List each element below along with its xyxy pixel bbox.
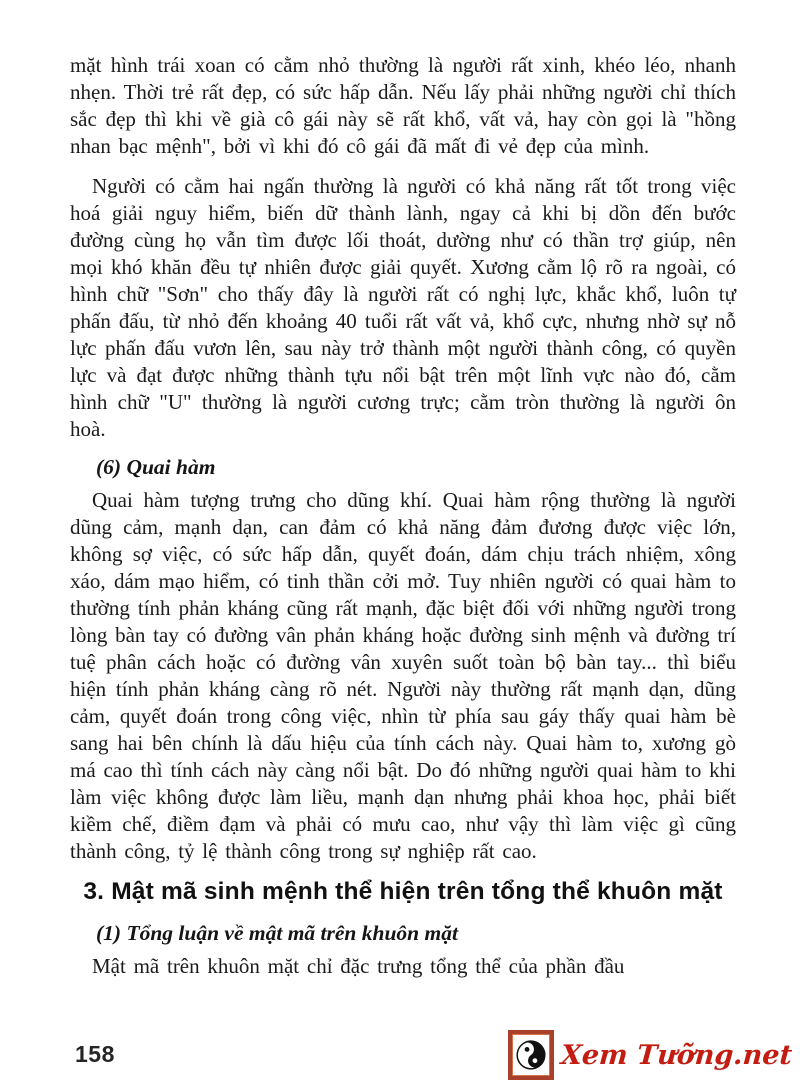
watermark bbox=[508, 1030, 792, 1080]
page-text-block bbox=[70, 52, 736, 980]
body-paragraph-2: Người có cằm hai ngấn thường là người có khả năng rất tốt trong việc hoá giải nguy hiểm, biến dữ thành lành, ngay cả khi bị dồn đến bước đường cùng họ vẫn tìm được lối thoát, dường như có thần trợ giúp, nên mọi khó khăn đều tự nhiên được giải quyết. Xương cằm lộ rõ ra ngoài, có hình chữ "Sơn" cho thấy đây là người rất có nghị lực, khắc khổ, luôn tự phấn đấu, từ nhỏ đến khoảng 40 tuổi rất vất vả, khổ cực, nhưng nhờ sự nỗ lực phấn đấu vươn lên, sau này trở thành một người thành công, có quyền lực và đạt được những thành tựu nổi bật trên một lĩnh vực nào đó, cằm hình chữ "U" thường là người cương trực; cằm tròn thường là người ôn hoà. bbox=[70, 174, 736, 441]
yin-yang-icon bbox=[508, 1030, 554, 1080]
body-paragraph-4: Mật mã trên khuôn mặt chỉ đặc trưng tổng thể của phần đầu bbox=[92, 954, 625, 978]
body-paragraph-1: mặt hình trái xoan có cằm nhỏ thường là người rất xinh, khéo léo, nhanh nhẹn. Thời trẻ rất đẹp, có sức hấp dẫn. Nếu lấy phải những người chỉ thích sắc đẹp thì khi về già cô gái này sẽ rất khổ, vất vả, hay còn gọi là "hồng nhan bạc mệnh", bởi vì khi đó cô gái đã mất đi vẻ đẹp của mình. bbox=[70, 53, 736, 158]
page-number: 158 bbox=[75, 1041, 115, 1067]
subsection-heading-1: (1) Tổng luận về mật mã trên khuôn mặt bbox=[96, 921, 458, 945]
watermark-text: Xem Tưỡng.net bbox=[559, 1039, 794, 1071]
body-paragraph-3: Quai hàm tượng trưng cho dũng khí. Quai hàm rộng thường là người dũng cảm, mạnh dạn, can đảm có khả năng đảm đương được việc lớn, không sợ việc, có sức hấp dẫn, quyết đoán, dám chịu trách nhiệm, xông xáo, dám mạo hiểm, có tinh thần cởi mở. Tuy nhiên người có quai hàm to thường tính phản kháng cũng rất mạnh, đặc biệt đối với những người trong lòng bàn tay có đường vân phản kháng hoặc đường sinh mệnh và đường trí tuệ phân cách hoặc có đường vân xuyên suốt toàn bộ bàn tay... thì biểu hiện tính phản kháng càng rõ nét. Người này thường rất mạnh dạn, dũng cảm, quyết đoán trong công việc, nhìn từ phía sau gáy thấy quai hàm bè sang hai bên chính là dấu hiệu của tính cách này. Quai hàm to, xương gò má cao thì tính cách này càng nổi bật. Do đó những người quai hàm to khi làm việc không được làm liều, mạnh dạn nhưng phải khoa học, phải biết kiềm chế, điềm đạm và phải có mưu cao, như vậy thì làm việc gì cũng thành công, tỷ lệ thành công trong sự nghiệp rất cao. bbox=[70, 488, 736, 863]
section-heading: 3. Mật mã sinh mệnh thể hiện trên tổng thể khuôn mặt bbox=[83, 878, 723, 905]
subsection-heading-6: (6) Quai hàm bbox=[96, 455, 216, 479]
page-footer bbox=[0, 1030, 800, 1086]
